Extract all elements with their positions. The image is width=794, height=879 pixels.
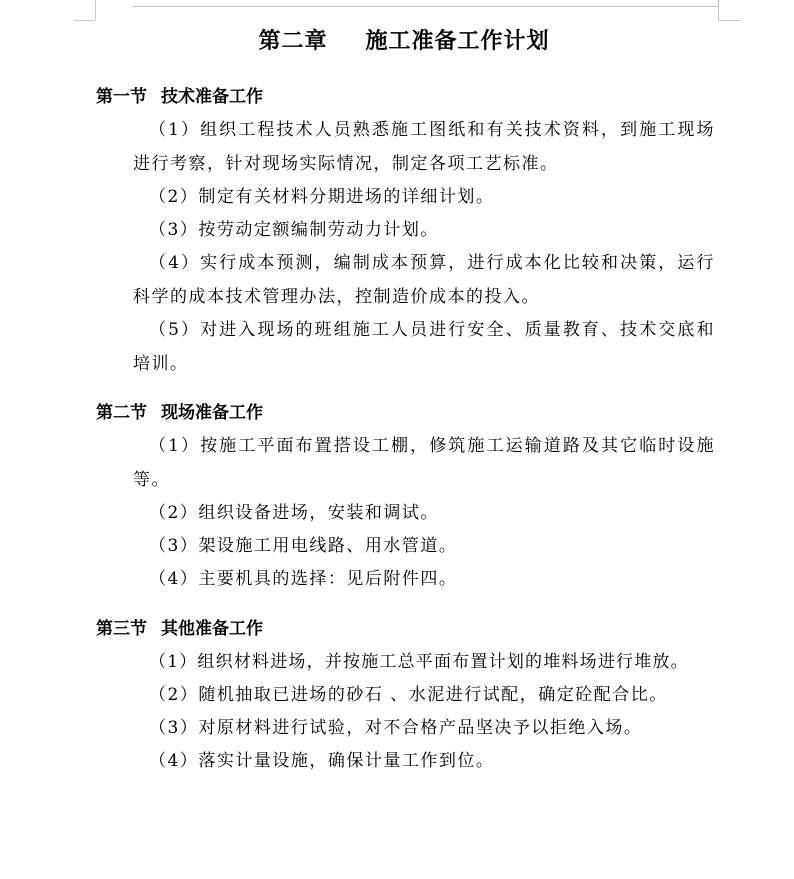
section-number: 第二节 [96,403,147,423]
margin-marker-top-left-horizontal [74,20,95,21]
margin-marker-top-left [95,0,96,20]
paragraph-item: （2）随机抽取已进场的砂石 、水泥进行试配，确定砼配合比。 [149,685,668,705]
paragraph-item: （3）按劳动定额编制劳动力计划。 [149,220,439,240]
paragraph-item: （1）组织工程技术人员熟悉施工图纸和有关技术资料，到施工现场进行考察，针对现场实际情况，制定各项工艺标准。 [133,120,715,174]
paragraph-item: （4）落实计量设施，确保计量工作到位。 [149,751,495,771]
section-number: 第三节 [96,619,147,639]
paragraph-item: （4）实行成本预测，编制成本预算，进行成本化比较和决策，运行科学的成本技术管理办法，控制造价成本的投入。 [133,253,715,307]
paragraph-item: （3）架设施工用电线路、用水管道。 [149,536,458,556]
margin-marker-top-right-horizontal [718,20,740,21]
paragraph-item: （2）组织设备进场，安装和调试。 [149,503,439,523]
paragraph-item: （3）对原材料进行试验，对不合格产品坚决予以拒绝入场。 [149,718,643,738]
section-heading-3 [96,617,263,641]
paragraph-item: （5）对进入现场的班组施工人员进行安全、质量教育、技术交底和培训。 [133,320,715,374]
section-number: 第一节 [96,87,147,107]
paragraph-item: （4）主要机具的选择：见后附件四。 [149,569,458,589]
page-top-edge [132,6,718,7]
section-heading-2 [96,401,263,425]
chapter-title [0,24,794,58]
chapter-heading: 施工准备工作计划 [365,28,550,54]
paragraph-item: （1）按施工平面布置搭设工棚，修筑施工运输道路及其它临时设施等。 [133,436,715,490]
section-title: 技术准备工作 [161,87,263,107]
chapter-number: 第二章 [258,28,328,54]
section-title: 现场准备工作 [161,403,263,423]
paragraph-item: （1）组织材料进场，并按施工总平面布置计划的堆料场进行堆放。 [149,652,689,672]
section-heading-1 [96,85,263,109]
section-title: 其他准备工作 [161,619,263,639]
paragraph-item: （2）制定有关材料分期进场的详细计划。 [149,187,495,207]
margin-marker-top-right [718,0,719,20]
